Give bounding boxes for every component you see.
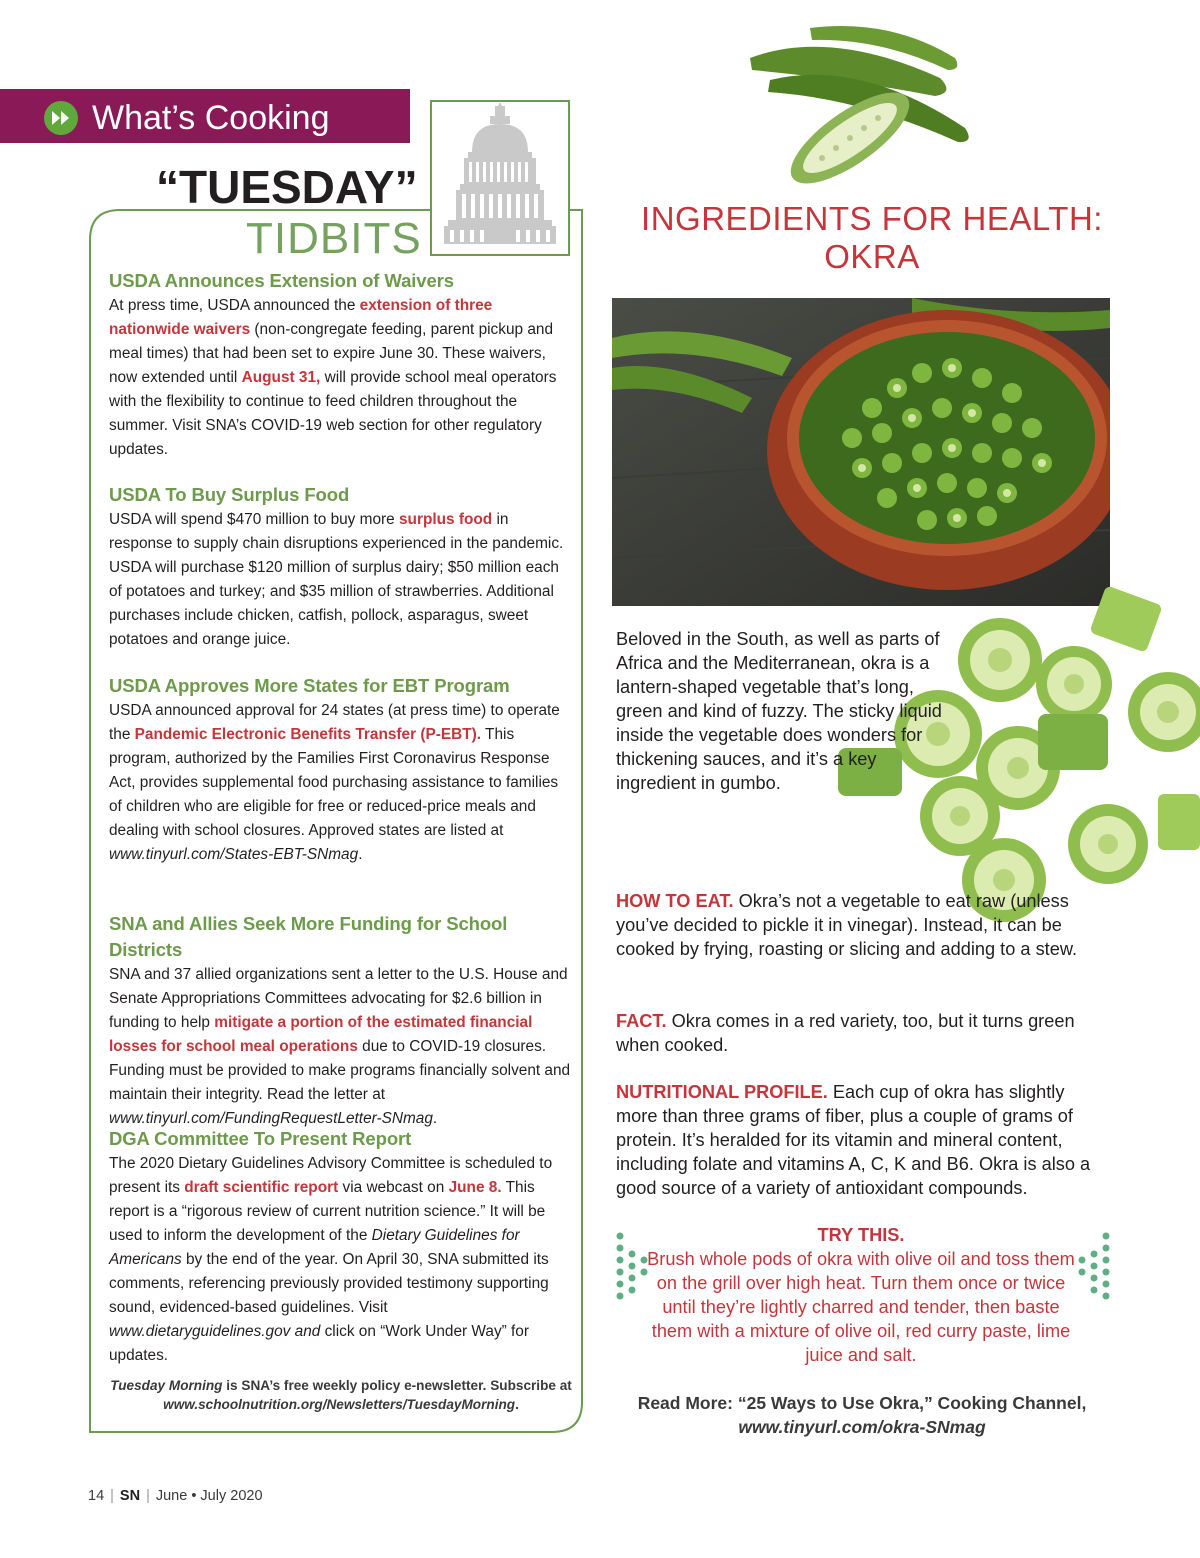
footnote-italic: Tuesday Morning — [110, 1378, 223, 1393]
news-item — [109, 911, 571, 1131]
newsletter-footnote — [110, 1376, 572, 1414]
body-text: in response to supply chain disruptions experienced in the pandemic. USDA will purchase $120 million of surplus dairy; $50 million each of potatoes and turkey; and $35 million of strawberries. Additional purchases include chicken, catfish, pollock, asparagus, sweet potatoes and orange juice. — [109, 511, 564, 648]
italic-text: www.tinyurl.com/FundingRequestLetter-SNmag — [109, 1110, 433, 1127]
body-text: The 2020 Dietary Guidelines Advisory Committee is scheduled to present its — [109, 1155, 553, 1196]
body-text: USDA will spend $470 million to buy more — [109, 511, 399, 528]
title-tuesday: “TUESDAY” — [156, 161, 418, 213]
body-text: (non-congregate feeding, parent pickup and meal times) that had been set to expire June 30. These waivers, now extended until — [109, 321, 554, 386]
news-heading: USDA To Buy Surplus Food — [109, 484, 350, 505]
fact-label: FACT. — [616, 1011, 667, 1031]
nutritional-profile — [616, 1080, 1102, 1200]
body-text: . — [358, 846, 363, 863]
footnote-url[interactable]: www.schoolnutrition.org/Newsletters/TuesdayMorning — [163, 1397, 516, 1412]
italic-text: www.dietaryguidelines.gov and — [109, 1323, 321, 1340]
italic-text: Dietary Guidelines for Americans — [109, 1227, 520, 1268]
page-footer: 14 | SN | June • July 2020 — [88, 1488, 263, 1504]
highlight-link[interactable]: surplus food — [399, 511, 493, 528]
okra-pods-image — [740, 18, 980, 186]
body-text: SNA and 37 allied organizations sent a letter to the U.S. House and Senate Appropriations Committees advocating for $2.6 billion in funding to help — [109, 966, 568, 1031]
news-item — [109, 1126, 571, 1368]
okra-bowl-photo — [612, 298, 1110, 606]
read-more — [616, 1391, 1108, 1439]
body-text: due to COVID-19 closures. Funding must be provided to make programs financially solvent and maintain their integrity. Read the letter at — [109, 1038, 571, 1103]
highlight-link[interactable]: June 8. — [448, 1179, 502, 1196]
try-this-text: Brush whole pods of okra with olive oil and toss them on the grill over high heat. Turn them once or twice until they’re lightly charred and tender, then baste them with a mixture of olive oil, red curry paste, lime juice and salt. — [647, 1249, 1075, 1365]
how-to-eat — [616, 889, 1096, 961]
try-this-heading: TRY THIS. — [817, 1225, 905, 1245]
capitol-box — [430, 100, 570, 256]
news-item — [109, 268, 571, 462]
issue-date: June • July 2020 — [155, 1488, 263, 1504]
title-tidbits: TIDBITS — [246, 214, 422, 263]
news-body — [109, 963, 571, 1131]
body-text: via webcast on — [338, 1179, 449, 1196]
capitol-dome-icon — [432, 102, 568, 254]
footnote-end: . — [515, 1397, 519, 1412]
news-heading: USDA Approves More States for EBT Program — [109, 675, 510, 696]
news-body — [109, 1152, 571, 1368]
body-text: click on “Work Under Way” for updates. — [109, 1323, 529, 1364]
body-text: will provide school meal operators with the flexibility to continue to feed children throughout the summer. Visit SNA’s COVID-19 web section for other regulatory updates. — [109, 369, 557, 458]
fast-forward-icon — [44, 101, 78, 135]
news-body — [109, 294, 571, 462]
highlight-link[interactable]: mitigate a portion of the estimated financial losses for school meal operations — [109, 1014, 533, 1055]
how-label: HOW TO EAT. — [616, 891, 734, 911]
news-body — [109, 508, 571, 652]
read-more-url[interactable]: www.tinyurl.com/okra-SNmag — [738, 1417, 986, 1437]
news-item — [109, 482, 571, 652]
fact — [616, 1009, 1096, 1057]
body-text: USDA announced approval for 24 states (at press time) to operate the — [109, 702, 560, 743]
body-text: . — [432, 1110, 438, 1127]
fact-text: Okra comes in a red variety, too, but it turns green when cooked. — [616, 1011, 1075, 1055]
body-text: by the end of the year. On April 30, SNA submitted its comments, referencing previously provided testimony supporting sound, evidenced-based guidelines. Visit — [109, 1251, 549, 1316]
magazine-name: SN — [119, 1488, 141, 1504]
footnote-text: is SNA’s free weekly policy e-newsletter. Subscribe at — [222, 1378, 572, 1393]
title-line-2: OKRA — [824, 238, 920, 275]
how-text: Okra’s not a vegetable to eat raw (unless you’ve decided to pickle it in vinegar). Instead, it can be cooked by frying, roasting or slicing and adding to a stew. — [616, 891, 1078, 959]
intro-text: Beloved in the South, as well as parts of Africa and the Mediterranean, okra is a lantern-shaped vegetable that’s long, green and kind of fuzzy. The sticky liquid inside the vegetable does wonders for thickening sauces, and it’s a key ingredient in gumbo. — [616, 629, 942, 793]
italic-text: www.tinyurl.com/States-EBT-SNmag — [109, 846, 359, 863]
article-title — [612, 200, 1132, 276]
read-more-text: Read More: “25 Ways to Use Okra,” Cooking Channel, — [637, 1393, 1087, 1413]
news-heading: USDA Announces Extension of Waivers — [109, 270, 454, 291]
nutrition-text: Each cup of okra has slightly more than three grams of fiber, plus a couple of grams of protein. It’s heralded for its vitamin and mineral content, including folate and vitamins A, C, K and B6. Okra is also a good source of a variety of antioxidant compounds. — [616, 1082, 1091, 1198]
body-text: At press time, USDA announced the — [109, 297, 360, 314]
news-body — [109, 699, 571, 867]
body-text: This program, authorized by the Families First Coronavirus Response Act, provides supplemental food purchasing assistance to families of children who are eligible for free or reduced-price meals and dealing with school closures. Approved states are listed at — [109, 726, 559, 839]
title-line-1: INGREDIENTS FOR HEALTH: — [641, 200, 1103, 237]
news-heading: SNA and Allies Seek More Funding for School Districts — [109, 913, 508, 960]
nutrition-label: NUTRITIONAL PROFILE. — [616, 1082, 828, 1102]
page-number: 14 — [88, 1488, 105, 1504]
news-heading: DGA Committee To Present Report — [109, 1128, 412, 1149]
highlight-link[interactable]: August 31, — [241, 369, 321, 386]
highlight-link[interactable]: draft scientific report — [184, 1179, 339, 1196]
news-item — [109, 673, 571, 867]
highlight-link[interactable]: extension of three nationwide waivers — [109, 297, 493, 338]
highlight-link[interactable]: Pandemic Electronic Benefits Transfer (P-EBT). — [134, 726, 482, 743]
body-text: This report is a “rigorous review of current nutrition science.” It will be used to inform the development of the — [109, 1179, 546, 1244]
section-label: What’s Cooking — [92, 99, 330, 137]
